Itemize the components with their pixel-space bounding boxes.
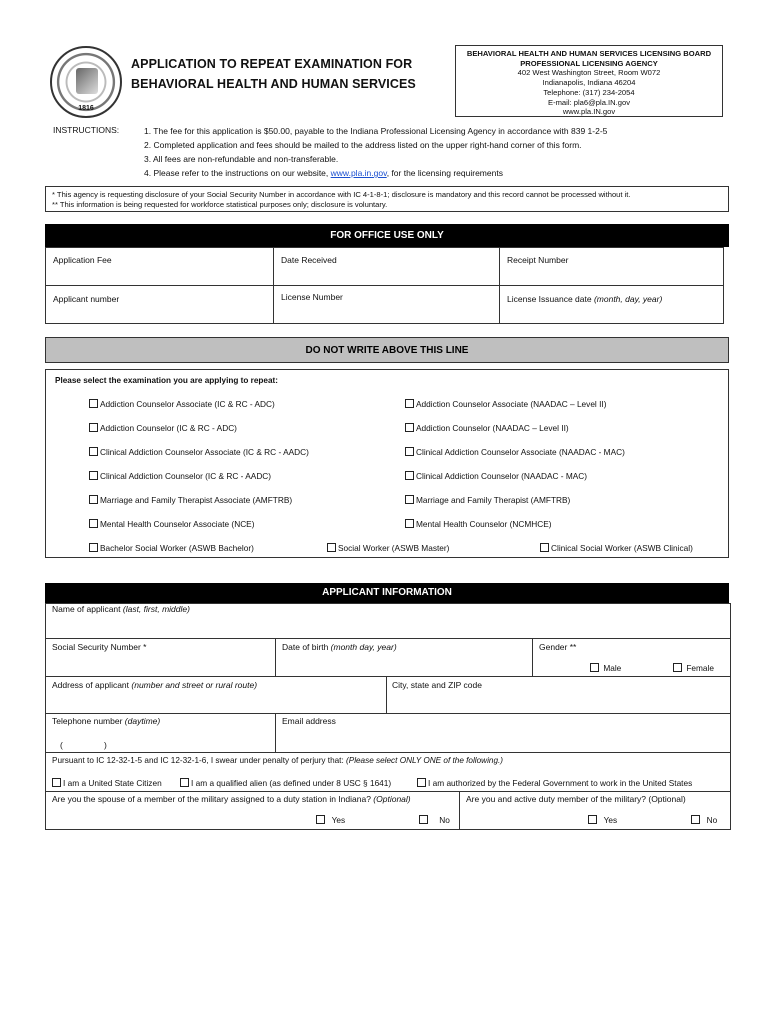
authorized-label: I am authorized by the Federal Government to work in the United States bbox=[428, 778, 693, 788]
address-label: Address of applicant bbox=[52, 680, 132, 690]
board-address-box bbox=[455, 45, 723, 117]
exam-option[interactable] bbox=[405, 471, 587, 481]
active-yes-option[interactable] bbox=[588, 815, 617, 825]
applicant-number-label: Applicant number bbox=[53, 294, 120, 304]
checkbox[interactable] bbox=[405, 423, 414, 432]
exam-option-label: Marriage and Family Therapist (AMFTRB) bbox=[416, 495, 571, 505]
disclosure-box bbox=[45, 186, 729, 212]
exam-option-label: Addiction Counselor (IC & RC - ADC) bbox=[100, 423, 237, 433]
disclosure-ssn: * This agency is requesting disclosure of your Social Security Number in accordance with IC 4-1-8-1; disclosure is mandatory and this record cannot be processed without it. bbox=[52, 190, 631, 199]
gender-male-option[interactable] bbox=[590, 663, 621, 673]
telephone: Telephone: (317) 234-2054 bbox=[543, 87, 635, 97]
qualified-alien-option[interactable] bbox=[180, 778, 391, 788]
checkbox[interactable] bbox=[673, 663, 682, 672]
military-spouse-question bbox=[52, 794, 411, 804]
spouse-yes-option[interactable] bbox=[316, 815, 345, 825]
perjury-text: Pursuant to IC 12-32-1-5 and IC 12-32-1-6, I swear under penalty of perjury that: bbox=[52, 756, 346, 765]
telephone-field[interactable] bbox=[52, 716, 160, 726]
exam-option[interactable] bbox=[89, 399, 275, 409]
dob-hint: (month day, year) bbox=[330, 642, 397, 652]
dob-field[interactable] bbox=[282, 642, 397, 652]
exam-option-label: Social Worker (ASWB Master) bbox=[338, 543, 450, 553]
phone-label: Telephone number bbox=[52, 716, 125, 726]
instruction-2: 2. Completed application and fees should be mailed to the address listed on the upper right-hand corner of this form. bbox=[144, 140, 582, 150]
divider bbox=[45, 676, 731, 677]
exam-option-label: Clinical Social Worker (ASWB Clinical) bbox=[551, 543, 693, 553]
address-hint: (number and street or rural route) bbox=[131, 680, 258, 690]
spouse-label: Are you the spouse of a member of the military assigned to a duty station in Indiana? bbox=[52, 794, 374, 804]
exam-option-label: Addiction Counselor Associate (NAADAC – Level II) bbox=[416, 399, 607, 409]
exam-option-label: Addiction Counselor (NAADAC – Level II) bbox=[416, 423, 569, 433]
receipt-number-label: Receipt Number bbox=[507, 255, 569, 265]
license-number-cell bbox=[273, 285, 500, 324]
divider bbox=[45, 791, 731, 792]
yes-label: Yes bbox=[603, 815, 618, 825]
checkbox[interactable] bbox=[405, 471, 414, 480]
instruction-4-text: 4. Please refer to the instructions on our website, bbox=[144, 168, 331, 178]
no-label: No bbox=[439, 815, 450, 825]
checkbox[interactable] bbox=[327, 543, 336, 552]
area-code-close: ) bbox=[104, 740, 107, 750]
issuance-hint: (month, day, year) bbox=[593, 294, 663, 304]
exam-option[interactable] bbox=[405, 423, 569, 433]
exam-option-label: Clinical Addiction Counselor Associate (IC & RC - AADC) bbox=[100, 447, 309, 457]
exam-option[interactable] bbox=[405, 495, 570, 505]
name-field[interactable] bbox=[52, 604, 190, 614]
citizen-option[interactable] bbox=[52, 778, 162, 788]
instruction-3: 3. All fees are non-refundable and non-transferable. bbox=[144, 154, 339, 164]
male-label: Male bbox=[603, 663, 622, 673]
email-field[interactable]: Email address bbox=[282, 716, 336, 726]
exam-selection-box bbox=[45, 369, 729, 558]
perjury-statement bbox=[52, 756, 503, 765]
exam-option[interactable] bbox=[89, 471, 271, 481]
instruction-4 bbox=[144, 166, 607, 180]
name-hint: (last, first, middle) bbox=[122, 604, 190, 614]
exam-prompt: Please select the examination you are applying to repeat: bbox=[55, 376, 278, 385]
issuance-label: License Issuance date bbox=[507, 294, 594, 304]
exam-option[interactable] bbox=[89, 423, 237, 433]
website: www.pla.IN.gov bbox=[562, 107, 616, 117]
checkbox[interactable] bbox=[89, 543, 98, 552]
divider bbox=[459, 791, 460, 830]
divider bbox=[45, 713, 731, 714]
divider bbox=[45, 638, 731, 639]
street-address: 402 West Washington Street, Room W072 bbox=[517, 68, 661, 78]
address-field[interactable] bbox=[52, 680, 257, 690]
exam-option-label: Bachelor Social Worker (ASWB Bachelor) bbox=[100, 543, 254, 553]
exam-option[interactable] bbox=[540, 543, 693, 553]
license-issuance-cell bbox=[499, 285, 724, 324]
checkbox[interactable] bbox=[89, 519, 98, 528]
divider bbox=[275, 638, 276, 677]
checkbox[interactable] bbox=[417, 778, 426, 787]
email: E-mail: pla6@pla.IN.gov bbox=[548, 97, 630, 107]
checkbox[interactable] bbox=[180, 778, 189, 787]
checkbox[interactable] bbox=[89, 423, 98, 432]
board-name: BEHAVIORAL HEALTH AND HUMAN SERVICES LICENSING BOARD bbox=[466, 49, 712, 58]
checkbox[interactable] bbox=[89, 447, 98, 456]
date-received-label: Date Received bbox=[281, 255, 337, 265]
do-not-write-heading: DO NOT WRITE ABOVE THIS LINE bbox=[45, 337, 729, 363]
exam-option-label: Clinical Addiction Counselor Associate (NAADAC - MAC) bbox=[416, 447, 625, 457]
checkbox[interactable] bbox=[588, 815, 597, 824]
instructions-label: INSTRUCTIONS: bbox=[53, 125, 120, 135]
exam-option-label: Marriage and Family Therapist Associate (AMFTRB) bbox=[100, 495, 293, 505]
checkbox[interactable] bbox=[405, 495, 414, 504]
checkbox[interactable] bbox=[419, 815, 428, 824]
checkbox[interactable] bbox=[691, 815, 700, 824]
divider bbox=[532, 638, 533, 677]
checkbox[interactable] bbox=[52, 778, 61, 787]
applicant-info-heading: APPLICANT INFORMATION bbox=[45, 583, 729, 603]
checkbox[interactable] bbox=[405, 399, 414, 408]
applicant-number-cell bbox=[45, 285, 274, 324]
checkbox[interactable] bbox=[590, 663, 599, 672]
agency-name: PROFESSIONAL LICENSING AGENCY bbox=[520, 58, 658, 68]
gender-label: Gender ** bbox=[539, 642, 577, 652]
exam-option[interactable] bbox=[405, 399, 606, 409]
application-fee-label: Application Fee bbox=[53, 255, 112, 265]
alien-label: I am a qualified alien (as defined under 8 USC § 1641) bbox=[191, 778, 392, 788]
instruction-4-suffix: , for the licensing requirements bbox=[386, 168, 503, 178]
date-received-cell bbox=[273, 247, 500, 286]
license-number-label: License Number bbox=[281, 292, 343, 302]
perjury-hint: (Please select ONLY ONE of the following.) bbox=[346, 756, 504, 765]
yes-label: Yes bbox=[331, 815, 346, 825]
seal-emblem-icon bbox=[76, 68, 98, 94]
seal-year: 1816 bbox=[78, 105, 94, 112]
female-label: Female bbox=[686, 663, 714, 673]
title-line-2: BEHAVIORAL HEALTH AND HUMAN SERVICES bbox=[131, 77, 416, 91]
area-code-open: ( bbox=[60, 740, 63, 750]
exam-option[interactable] bbox=[89, 447, 309, 457]
city-address: Indianapolis, Indiana 46204 bbox=[542, 78, 636, 88]
divider bbox=[386, 676, 387, 714]
exam-option[interactable] bbox=[405, 447, 625, 457]
exam-option[interactable] bbox=[89, 543, 254, 553]
form-title bbox=[131, 54, 451, 94]
exam-option[interactable] bbox=[327, 543, 449, 553]
exam-option-label: Mental Health Counselor (NCMHCE) bbox=[416, 519, 552, 529]
checkbox[interactable] bbox=[89, 471, 98, 480]
exam-option-label: Mental Health Counselor Associate (NCE) bbox=[100, 519, 255, 529]
exam-option[interactable] bbox=[89, 519, 254, 529]
checkbox[interactable] bbox=[405, 519, 414, 528]
checkbox[interactable] bbox=[89, 399, 98, 408]
divider bbox=[45, 752, 731, 753]
office-use-heading: FOR OFFICE USE ONLY bbox=[45, 224, 729, 247]
active-no-option[interactable] bbox=[691, 815, 717, 825]
exam-option-label: Clinical Addiction Counselor (IC & RC - AADC) bbox=[100, 471, 272, 481]
instructions-list bbox=[144, 124, 607, 180]
exam-option-label: Clinical Addiction Counselor (NAADAC - MAC) bbox=[416, 471, 588, 481]
dob-label: Date of birth bbox=[282, 642, 331, 652]
name-label: Name of applicant bbox=[52, 604, 123, 614]
exam-option[interactable] bbox=[89, 495, 292, 505]
instruction-1: 1. The fee for this application is $50.00, payable to the Indiana Professional Licensing Agency in accordance with 839 1-2-5 bbox=[144, 126, 608, 136]
spouse-hint: (Optional) bbox=[373, 794, 411, 804]
exam-option-label: Addiction Counselor Associate (IC & RC - ADC) bbox=[100, 399, 275, 409]
phone-hint: (daytime) bbox=[124, 716, 161, 726]
no-label: No bbox=[706, 815, 718, 825]
website-link[interactable]: www.pla.in.gov bbox=[330, 168, 387, 178]
spouse-no-option[interactable] bbox=[419, 815, 450, 825]
ssn-field[interactable]: Social Security Number * bbox=[52, 642, 147, 652]
active-duty-question: Are you and active duty member of the military? (Optional) bbox=[466, 794, 686, 804]
checkbox[interactable] bbox=[540, 543, 549, 552]
disclosure-gender: ** This information is being requested for workforce statistical purposes only; disclosure is voluntary. bbox=[52, 200, 388, 209]
checkbox[interactable] bbox=[89, 495, 98, 504]
checkbox[interactable] bbox=[316, 815, 325, 824]
city-state-zip-field[interactable]: City, state and ZIP code bbox=[392, 680, 482, 690]
authorized-option[interactable] bbox=[417, 778, 692, 788]
application-fee-cell bbox=[45, 247, 274, 286]
gender-female-option[interactable] bbox=[673, 663, 714, 673]
title-line-1: APPLICATION TO REPEAT EXAMINATION FOR bbox=[131, 57, 413, 71]
citizen-label: I am a United State Citizen bbox=[63, 778, 162, 788]
divider bbox=[275, 713, 276, 752]
receipt-number-cell bbox=[499, 247, 724, 286]
exam-option[interactable] bbox=[405, 519, 552, 529]
state-seal-image bbox=[50, 46, 122, 118]
checkbox[interactable] bbox=[405, 447, 414, 456]
